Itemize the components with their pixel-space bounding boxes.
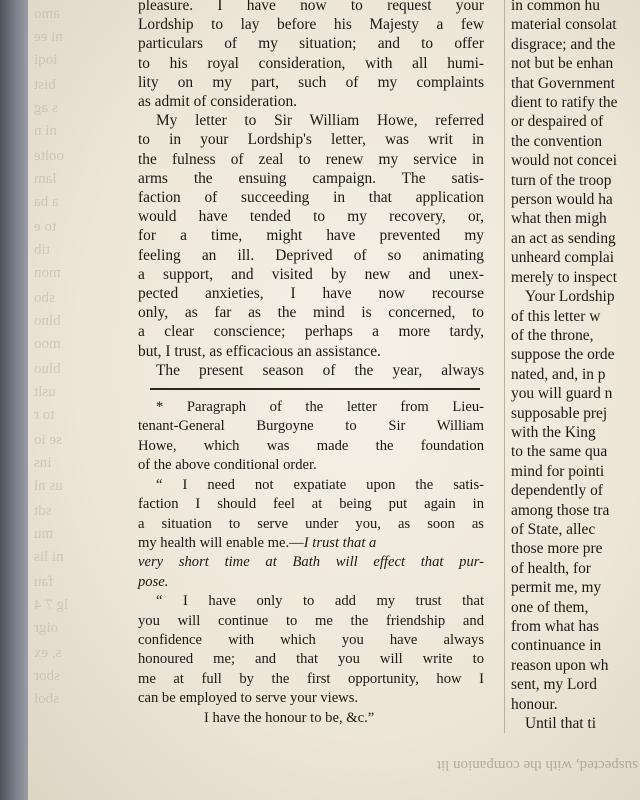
text-line: lity on my part, such of my complaints — [138, 73, 484, 91]
text-line: “ I need not expatiate upon the satis- — [156, 476, 484, 493]
text-line: suppose the orde — [511, 346, 615, 364]
text-line: a clear conscience; perhaps a more tardy, — [138, 323, 484, 341]
text-line: would have tended to my recovery, or, — [138, 208, 484, 226]
bleed-line: blno — [34, 313, 61, 329]
text-line: unheard complai — [511, 249, 614, 267]
text-line: tenant-General Burgoyne to Sir William — [138, 418, 484, 435]
text-line: but, I trust, as efficacious an assistance. — [138, 342, 381, 360]
bleed-line: sbor — [34, 668, 60, 684]
bleed-line: us nl — [34, 478, 63, 494]
text-line: nated, and, in p — [511, 365, 606, 383]
text-line: from what has — [511, 618, 600, 635]
text-line: Until that ti — [525, 715, 596, 733]
bleed-line: sbol — [34, 691, 60, 707]
text-line: faction I should feel at being put again in — [138, 496, 484, 513]
paragraph-1 — [138, 0, 484, 111]
bleed-line: lg 7 4 — [34, 597, 69, 613]
text-line: or despaired of — [511, 113, 604, 131]
text-line: Your Lordship — [525, 288, 615, 306]
text-line: material consolat — [511, 16, 617, 34]
bleed-line: mu — [34, 526, 54, 542]
text-line: honoured me; and that you will write to — [138, 651, 484, 668]
text-line: me at full by the first opportunity, how I — [138, 670, 484, 687]
text-line: continuance in — [511, 637, 602, 655]
text-line: a support, and visited by new and unex- — [138, 265, 484, 283]
bleed-line: sbo — [34, 290, 55, 306]
text-line: supposable prej — [511, 404, 608, 422]
bleed-line: moo — [34, 336, 61, 352]
bleed-line: s, ex — [34, 645, 62, 661]
text-line: sent, my Lord — [511, 676, 597, 694]
text-line: that Government — [511, 74, 615, 92]
bleed-line: ni lis — [34, 549, 64, 565]
bleed-line: oolte — [34, 148, 64, 164]
paragraph-3-start: The present season of the year, always — [156, 361, 484, 379]
bleed-line: sdt — [34, 503, 52, 519]
bleed-line: s ag — [34, 100, 58, 116]
bleed-line: fau — [34, 574, 54, 590]
bleed-line: uslt — [34, 384, 56, 400]
text-line: very short time at Bath will effect that pur- — [138, 554, 484, 571]
text-line: in common hu — [511, 0, 600, 14]
text-line: you will guard n — [511, 385, 613, 403]
text-line: to the same qua — [511, 443, 608, 461]
text-line: * Paragraph of the letter from Lieu- — [156, 399, 484, 416]
bleed-line: ins — [34, 455, 52, 471]
text-line — [138, 534, 484, 553]
text-line: not but be enhan — [511, 55, 614, 73]
bleed-line: amo — [34, 6, 60, 22]
text-line: among those tra — [511, 501, 610, 519]
text-line: disgrace; and the — [511, 35, 616, 53]
text-line: of the above conditional order. — [138, 457, 317, 474]
bleed-line: mon — [34, 265, 61, 281]
text-line: particulars of my situation; and to offer — [138, 35, 484, 53]
bleed-line: bist — [34, 77, 56, 93]
text-line: person would ha — [511, 191, 613, 209]
bleed-line: to e — [34, 219, 57, 235]
text-line: “ I have only to add my trust that — [156, 593, 484, 610]
text-line: with the King — [511, 423, 596, 441]
bleed-line: bluo — [34, 361, 61, 377]
bleed-line: a ba — [34, 194, 59, 210]
bleed-line: lam — [34, 171, 57, 187]
text-line: pose. — [138, 573, 169, 590]
text-line: mind for pointi — [511, 462, 605, 480]
text-line: to his royal consideration, with all humi- — [138, 54, 484, 72]
text-line: one of them, — [511, 598, 589, 616]
text-line: confidence with which you have always — [138, 631, 484, 648]
text-line: can be employed to serve your views. — [138, 690, 359, 707]
text-line: permit me, my — [511, 579, 602, 597]
newspaper-page — [28, 0, 640, 800]
footnote — [138, 398, 484, 728]
bottom-bleed-through: suspected, with the companion lit — [436, 757, 638, 773]
text-line: would not concei — [511, 152, 617, 170]
text-line: honour. — [511, 695, 558, 713]
text-line: for a time, might have prevented my — [138, 227, 484, 245]
text-line: of State, allec — [511, 520, 596, 538]
bleed-line: ioqi — [34, 52, 58, 68]
bleed-through-text — [28, 0, 118, 800]
paragraph-2 — [138, 111, 484, 361]
text-line: pleasure. I have now to request your — [138, 0, 484, 14]
bleed-line: ni n — [34, 123, 57, 139]
text-run: my health will enable me.— — [138, 534, 304, 551]
footnote-divider — [150, 388, 480, 390]
text-line: the fulness of zeal to renew my service in — [138, 150, 484, 168]
closing-line: I have the honour to be, &c.” — [204, 709, 375, 726]
main-column — [138, 0, 484, 728]
text-line: what then migh — [511, 210, 607, 228]
text-line: those more pre — [511, 540, 603, 558]
bleed-line: to r — [34, 407, 55, 423]
text-line: dient to ratify the — [511, 94, 618, 112]
text-line: of the throne, — [511, 326, 594, 344]
text-line: as admit of consideration. — [138, 93, 297, 111]
text-line: Lordship to lay before his Majesty a few — [138, 16, 484, 34]
text-line: you will continue to me the friendship and — [138, 612, 484, 629]
text-line: merely to inspect — [511, 268, 617, 286]
right-column — [504, 0, 640, 733]
text-line: Howe, which was made the foundation — [138, 437, 484, 454]
bleed-line: ni ee — [34, 29, 63, 45]
text-line: a situation to serve under you, as soon as — [138, 515, 484, 532]
italic-run: I trust that a — [303, 534, 377, 551]
text-line: turn of the troop — [511, 171, 612, 189]
bleed-line: tib — [34, 242, 50, 258]
text-line: the convention — [511, 132, 603, 150]
text-line: of health, for — [511, 559, 591, 577]
bleed-line: se io — [34, 432, 62, 448]
text-line: reason upon wh — [511, 656, 609, 674]
text-line: pected anxieties, I have now recourse — [138, 285, 484, 303]
text-line: only, as far as the mind is concerned, to — [138, 304, 484, 322]
bleed-line: oigr — [34, 620, 59, 636]
text-line: faction of succeeding in that application — [138, 189, 484, 207]
text-line: of this letter w — [511, 307, 601, 325]
text-line: an act as sending — [511, 229, 616, 247]
text-line: arms the ensuing campaign. The satis- — [138, 169, 484, 187]
text-line: to in your Lordship's letter, was writ in — [138, 131, 484, 149]
text-line: dependently of — [511, 482, 603, 500]
text-line: feeling an ill. Deprived of so animating — [138, 246, 484, 264]
text-line: My letter to Sir William Howe, referred — [156, 112, 484, 130]
